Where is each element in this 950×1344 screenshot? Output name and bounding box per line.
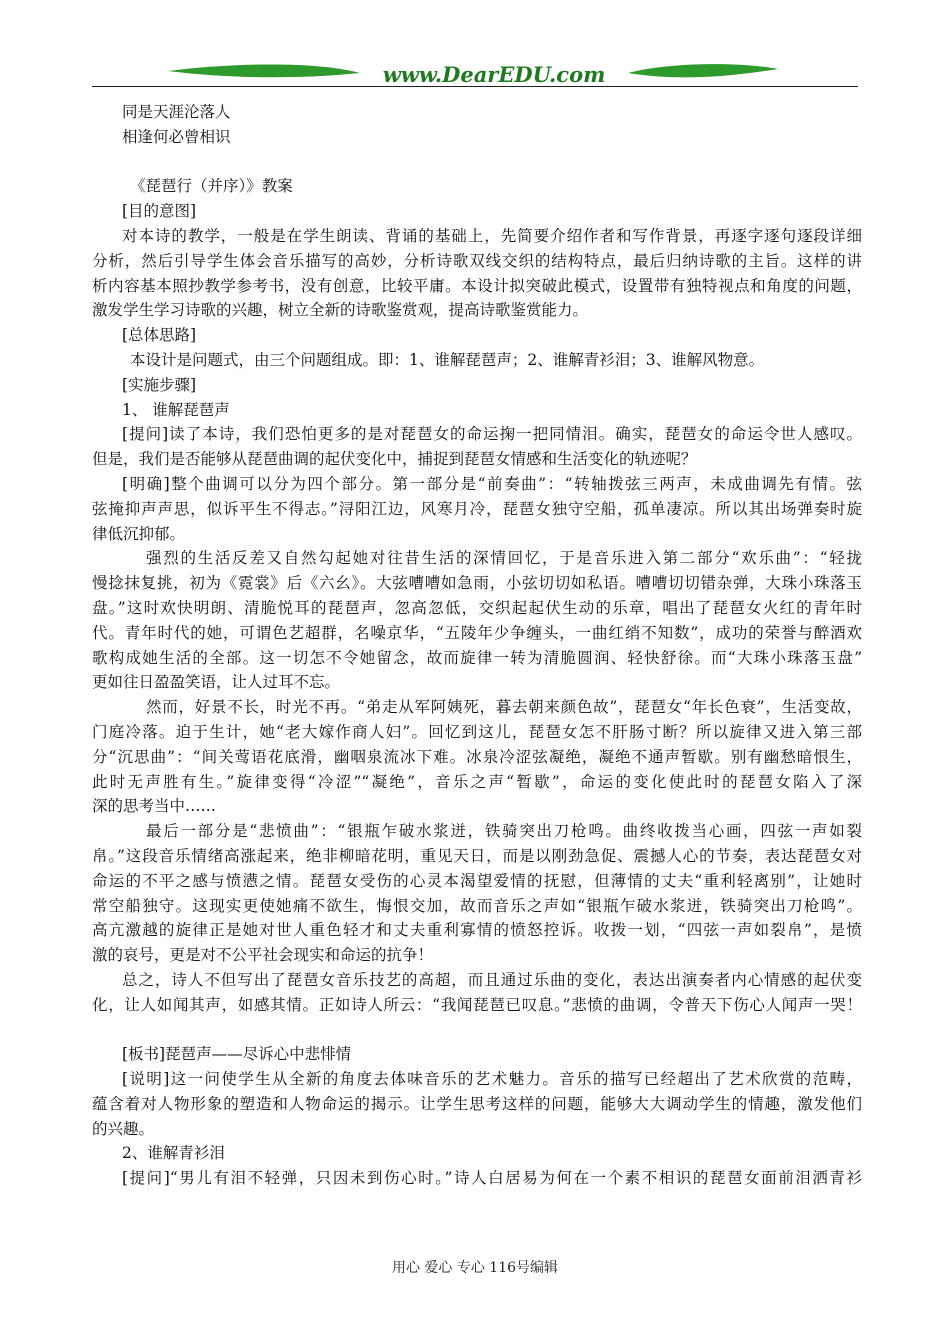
paragraph-line: 最后一部分是“悲愤曲”：“银瓶乍破水浆迸，铁骑突出刀枪鸣。曲终收拨当心画，四弦一声如裂 <box>146 822 862 841</box>
paragraph-line: 盘。”这时欢快明朗、清脆悦耳的琵琶声，忽高忽低，交织起起伏生动的乐章，唱出了琵琶女火红的青年时 <box>92 598 862 617</box>
paragraph-line: 分“沉思曲”：“间关莺语花底滑，幽咽泉流冰下难。冰泉冷涩弦凝绝，凝绝不通声暂歇。别有幽愁暗恨生， <box>92 747 862 766</box>
paragraph-line: [说明]这一问使学生从全新的角度去体味音乐的艺术魅力。音乐的描写已经超出了艺术欣赏的范畴， <box>122 1070 862 1089</box>
document-body <box>92 100 862 1191</box>
paragraph-line: 本设计是问题式，由三个问题组成。即：1、谁解琵琶声；2、谁解青衫泪；3、谁解风物意。 <box>130 350 765 369</box>
page-footer: 用心 爱心 专心 116号编辑 <box>391 1260 559 1276</box>
paragraph-line: 的兴趣。 <box>92 1119 155 1138</box>
poem-line: 相逢何必曾相识 <box>122 127 231 146</box>
paragraph-line: 但是，我们是否能够从琵琶曲调的起伏变化中，捕捉到琵琶女情感和生活变化的轨迹呢？ <box>92 450 697 469</box>
subsection-heading: 1、 谁解琵琶声 <box>122 400 230 419</box>
paragraph-line: 帛。”这段音乐情绪高涨起来，绝非柳暗花明，重见天日，而是以刚劲急促、震撼人心的节奏，表达琵琶女对 <box>92 846 862 865</box>
site-logo-text: www.DearEDU.com <box>382 62 606 87</box>
section-heading: [目的意图] <box>122 202 197 221</box>
paragraph-line: 律低沉抑郁。 <box>92 524 186 543</box>
paragraph-line: 高亢激越的旋律正是她对世人重色轻才和丈夫重利寡情的愤怒控诉。收拨一划，“四弦一声如裂帛”，是愤 <box>92 921 862 940</box>
paragraph-line: 门庭冷落。迫于生计，她“老大嫁作商人妇”。回忆到这儿，琵琶女怎不肝肠寸断？所以旋律又进入第三部 <box>92 722 862 741</box>
paragraph-line: [提问]“男儿有泪不轻弹，只因未到伤心时。”诗人白居易为何在一个素不相识的琵琶女面前泪洒青衫 <box>122 1169 862 1188</box>
paragraph-line: 激发学生学习诗歌的兴趣，树立全新的诗歌鉴赏观，提高诗歌鉴赏能力。 <box>92 301 589 320</box>
paragraph-line: 此时无声胜有生。”旋律变得“冷涩”“凝绝”，音乐之声“暂歇”，命运的变化使此时的琵琶女陷入了深 <box>92 772 862 791</box>
paragraph-line: 慢捻抹复挑，初为《霓裳》后《六幺》。大弦嘈嘈如急雨，小弦切切如私语。嘈嘈切切错杂弹，大珠小珠落玉 <box>92 574 862 593</box>
paragraph-line: 总之，诗人不但写出了琵琶女音乐技艺的高超，而且通过乐曲的变化，表达出演奏者内心情感的起伏变 <box>122 970 862 989</box>
paragraph-line: [提问]读了本诗，我们恐怕更多的是对琵琶女的命运掬一把同情泪。确实，琵琶女的命运令世人感叹。 <box>122 425 862 444</box>
paragraph-line: [明确]整个曲调可以分为四个部分。第一部分是“前奏曲”：“转轴拨弦三两声，未成曲调先有情。弦 <box>122 474 862 493</box>
blank-line <box>92 150 862 175</box>
paragraph-line: 对本诗的教学，一般是在学生朗读、背诵的基础上，先简要介绍作者和写作背景，再逐字逐句逐段详细 <box>122 226 862 245</box>
paragraph-line: 歌构成她生活的全部。这一切怎不令她留念，故而旋律一转为清脆圆润、轻快舒徐。而“大珠小珠落玉盘” <box>92 648 862 667</box>
paragraph-line: 然而，好景不长，时光不再。“弟走从军阿姨死，暮去朝来颜色故”，琵琶女“年长色衰”，生活变故， <box>146 698 862 717</box>
poem-line: 同是天涯沦落人 <box>122 103 231 121</box>
paragraph-line: 代。青年时代的她，可谓色艺超群，名噪京华，“五陵年少争缠头，一曲红绡不知数”，成功的荣誉与醉酒欢 <box>92 623 862 642</box>
paragraph-line: 命运的不平之感与愤懑之情。琵琶女受伤的心灵本渴望爱情的抚慰，但薄情的丈夫“重利轻离别”，让她时 <box>92 871 862 890</box>
paragraph-line: 析内容基本照抄教学参考书，没有创意，比较平庸。本设计拟突破此模式，设置带有独特视点和角度的问题， <box>92 276 862 295</box>
paragraph-line: 更如往日盈盈笑语，让人过耳不忘。 <box>92 673 341 692</box>
paragraph-line: 分析，然后引导学生体会音乐描写的高妙，分析诗歌双线交织的结构特点，最后归纳诗歌的主旨。这样的讲 <box>92 251 862 270</box>
blank-line <box>92 1017 862 1042</box>
section-heading: [总体思路] <box>122 326 197 345</box>
paragraph-line: 常空船独守。这现实更使她痛不欲生，悔恨交加，故而音乐之声如“银瓶乍破水浆迸，铁骑突出刀枪鸣”。 <box>92 896 862 915</box>
paragraph-line: 蕴含着对人物形象的塑造和人物命运的揭示。让学生思考这样的问题，能够大大调动学生的情趣，激发他们 <box>92 1094 862 1113</box>
document-title: 《琵琶行（并序）》教案 <box>130 177 293 196</box>
header-divider <box>92 86 858 87</box>
paragraph-line: 激的哀号，更是对不公平社会现实和命运的抗争！ <box>92 946 434 965</box>
subsection-heading: 2、谁解青衫泪 <box>122 1144 225 1163</box>
paragraph-line: 化，让人如闻其声，如感其情。正如诗人所云：“我闻琵琶已叹息。”悲愤的曲调，令普天下伤心人闻声一哭！ <box>92 995 862 1014</box>
section-heading: [实施步骤] <box>122 375 197 394</box>
blackboard-note: [板书]琵琶声——尽诉心中悲悱情 <box>122 1045 352 1064</box>
paragraph-line: 弦掩抑声声思，似诉平生不得志。”浔阳江边，风寒月冷，琵琶女独守空船，孤单凄凉。所以其出场弹奏时旋 <box>92 499 862 518</box>
paragraph-line: 强烈的生活反差又自然勾起她对往昔生活的深情回忆，于是音乐进入第二部分“欢乐曲”：“轻拢 <box>146 549 862 568</box>
paragraph-line: 深的思考当中…… <box>92 797 217 816</box>
